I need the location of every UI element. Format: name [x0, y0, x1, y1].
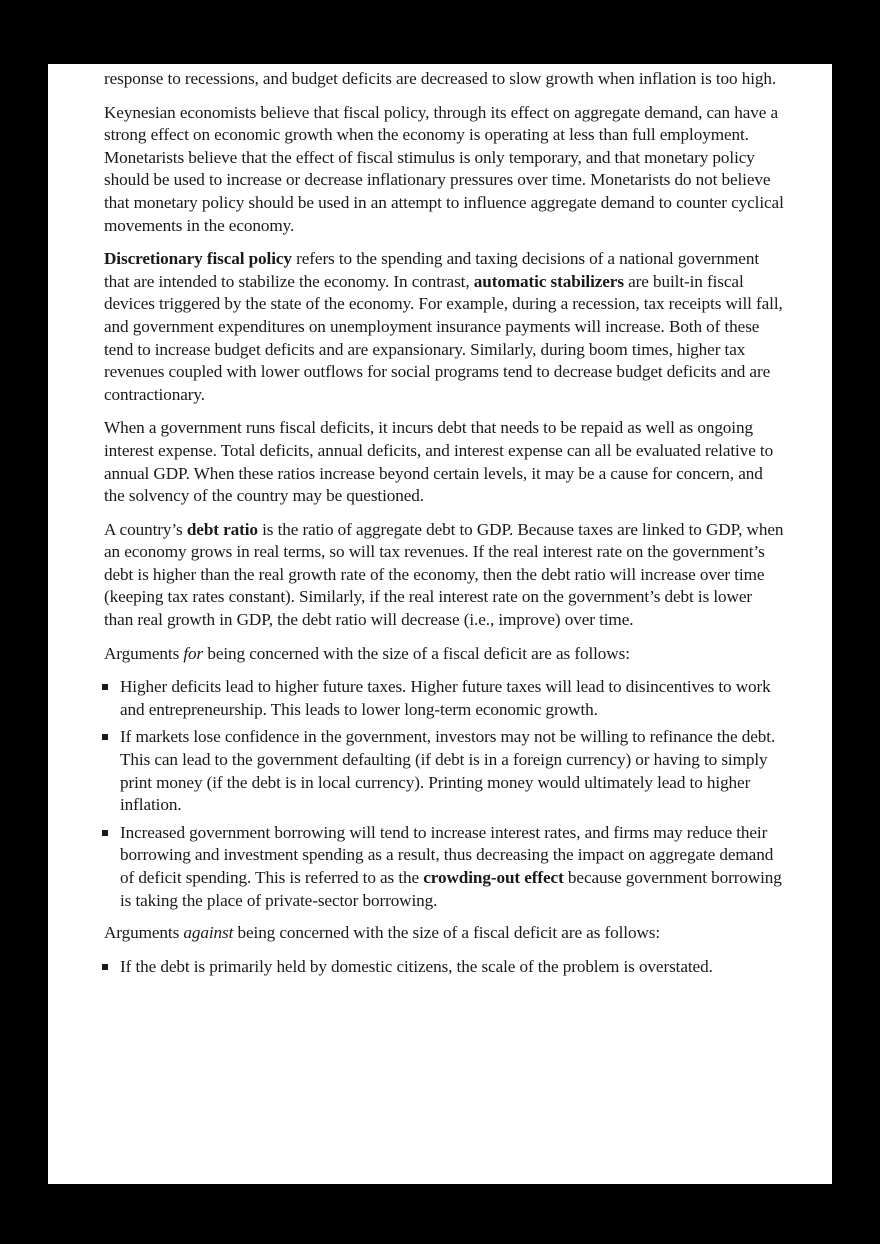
paragraph-text: is the ratio of aggregate debt to GDP. Because taxes are linked to GDP, when an economy grows in real terms, so will tax revenues. If the real interest rate on the government’s debt is higher than the real growth rate of the economy, then the debt ratio will increase over time (keeping tax rates constant). Similarly, if the real interest rate on the government’s debt is lower than real growth in GDP, the debt ratio will decrease (i.e., improve) over time.: [104, 519, 784, 630]
paragraph-discretionary-policy: [104, 248, 784, 406]
paragraph-debt-ratio: [104, 519, 784, 632]
square-bullet-icon: [102, 964, 108, 970]
square-bullet-icon: [102, 830, 108, 836]
arguments-against-list: [104, 956, 784, 979]
list-item-text: If markets lose confidence in the government, investors may not be willing to refinance the debt. This can lead to the government defaulting (if debt is in a foreign currency) or having to simply print money (if the debt is in local currency). Printing money would ultimately lead to higher inflation.: [120, 727, 776, 815]
emphasis-against: against: [183, 923, 234, 943]
list-item: [104, 822, 784, 912]
paragraph-text: Keynesian economists believe that fiscal policy, through its effect on aggregate demand, can have a strong effect on economic growth when the economy is operating at less than full employment. Monetarists believe that the effect of fiscal stimulus is only temporary, and that monetary policy should be used to increase or decrease inflationary pressures over time. Monetarists do not believe that monetary policy should be used in an attempt to influence aggregate demand to counter cyclical movements in the economy.: [104, 102, 784, 235]
arguments-against-intro: [104, 922, 784, 945]
list-item-text: Increased government borrowing will tend to increase interest rates, and firms may reduce their borrowing and investment spending as a result, thus decreasing the impact on aggregate demand of deficit spending. This is referred to as the: [120, 822, 774, 887]
list-item-text: If the debt is primarily held by domestic citizens, the scale of the problem is overstated.: [120, 956, 713, 976]
paragraph-fiscal-deficits: [104, 417, 784, 507]
list-item-text: Higher deficits lead to higher future taxes. Higher future taxes will lead to disincentives to work and entrepreneurship. This leads to lower long-term economic growth.: [120, 677, 771, 719]
intro-text: being concerned with the size of a fiscal deficit are as follows:: [203, 643, 630, 663]
list-item: [104, 956, 784, 979]
emphasis-for: for: [183, 643, 204, 663]
document-body: [104, 68, 784, 988]
paragraph-text: are built-in fiscal devices triggered by the state of the economy. For example, during a recession, tax receipts will fall, and government expenditures on unemployment insurance payments will increase. Both of these tend to increase budget deficits and are expansionary. Similarly, during boom times, higher tax revenues coupled with lower outflows for social programs tend to decrease budget deficits and are contractionary.: [104, 271, 783, 404]
term-automatic-stabilizers: automatic stabilizers: [473, 271, 624, 291]
paragraph-keynesian-monetarist: [104, 102, 784, 238]
paragraph-text: A country’s: [104, 519, 187, 539]
square-bullet-icon: [102, 684, 108, 690]
intro-text: Arguments: [104, 923, 184, 943]
paragraph-text: When a government runs fiscal deficits, it incurs debt that needs to be repaid as well as ongoing interest expense. Total deficits, annual deficits, and interest expense can all be evaluated relative to annual GDP. When these ratios increase beyond certain levels, it may be a cause for concern, and the solvency of the country may be questioned.: [104, 418, 774, 506]
term-crowding-out-effect: crowding-out effect: [423, 868, 564, 887]
arguments-for-list: [104, 676, 784, 912]
arguments-for-intro: [104, 643, 784, 666]
term-debt-ratio: debt ratio: [186, 519, 258, 539]
document-page: [48, 64, 832, 1184]
square-bullet-icon: [102, 734, 108, 740]
intro-text: Arguments: [104, 643, 184, 663]
paragraph-text: response to recessions, and budget deficits are decreased to slow growth when inflation is too high.: [104, 69, 777, 88]
list-item: [104, 726, 784, 816]
list-item-text: because government borrowing is taking the place of private-sector borrowing.: [120, 868, 782, 910]
paragraph-recession-response: [104, 68, 784, 91]
term-discretionary-fiscal-policy: Discretionary fiscal policy: [104, 249, 292, 269]
list-item: [104, 676, 784, 721]
intro-text: being concerned with the size of a fiscal deficit are as follows:: [233, 923, 661, 943]
paragraph-text: refers to the spending and taxing decisions of a national government that are intended to stabilize the economy. In contrast,: [104, 249, 759, 291]
